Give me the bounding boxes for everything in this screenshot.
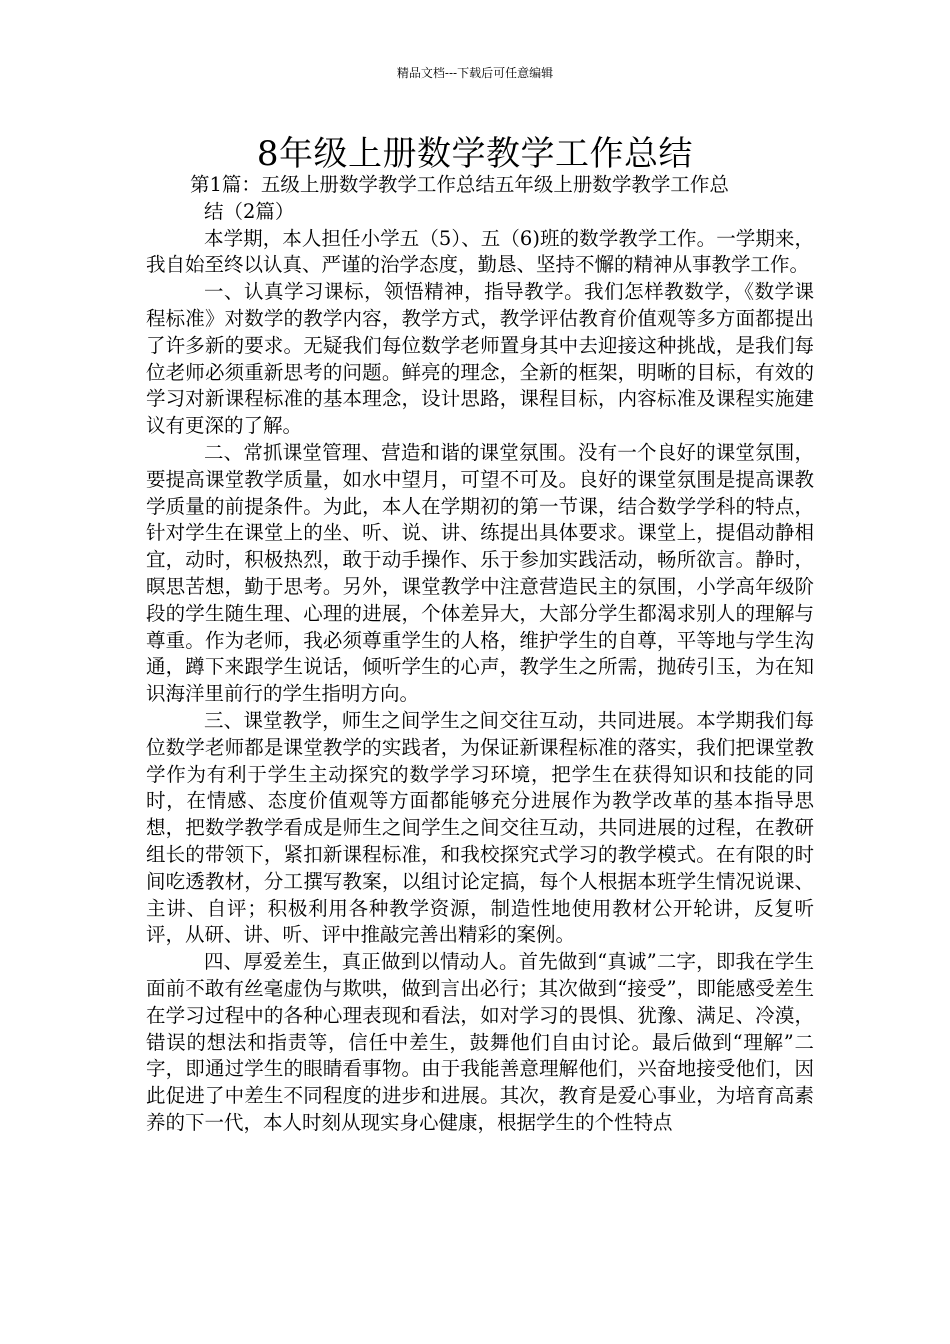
subtitle-line: 结（2篇） — [204, 199, 295, 223]
paragraph: 二、常抓课堂管理、营造和谐的课堂氛围。没有一个良好的课堂氛围，要提高课堂教学质量，如水中望月，可望不可及。良好的课堂氛围是提高课教学质量的前提条件。为此，本人在学期初的第一节课，结合数学学科的特点，针对学生在课堂上的坐、听、说、讲、练提出具体要求。课堂上，提倡动静相宜，动时，积极热烈，敢于动手操作、乐于参加实践活动，畅所欲言。静时，暝思苦想，勤于思考。另外，课堂教学中注意营造民主的氛围，小学高年级阶段的学生随生理、心理的进展，个体差异大，大部分学生都渴求别人的理解与尊重。作为老师，我必须尊重学生的人格，维护学生的自尊，平等地与学生沟通，蹲下来跟学生说话，倾听学生的心声，教学生之所需，抛砖引玉，为在知识海洋里前行的学生指明方向。 — [146, 440, 814, 706]
paragraph: 三、课堂教学，师生之间学生之间交往互动，共同进展。本学期我们每位数学老师都是课堂教学的实践者，为保证新课程标准的落实，我们把课堂教学作为有利于学生主动探究的数学学习环境，把学生在获得知识和技能的同时，在情感、态度价值观等方面都能够充分进展作为教学改革的基本指导思想，把数学教学看成是师生之间学生之间交往互动，共同进展的过程，在教研组长的带领下，紧扣新课程标准，和我校探究式学习的教学模式。在有限的时间吃透教材，分工撰写教案，以组讨论定搞，每个人根据本班学生情况说课、主讲、自评；积极利用各种教学资源，制造性地使用教材公开轮讲，反复听评，从研、讲、听、评中推敲完善出精彩的案例。 — [146, 708, 814, 947]
paragraph: 四、厚爱差生，真正做到以情动人。首先做到“真诚”二字，即我在学生面前不敢有丝毫虚伪与欺哄，做到言出必行；其次做到“接受”，即能感受差生在学习过程中的各种心理表现和看法，如对学习的畏惧、犹豫、满足、冷漠，错误的想法和指责等，信任中差生，鼓舞他们自由讨论。最后做到“理解”二字，即通过学生的眼睛看事物。由于我能善意理解他们，兴奋地接受他们，因此促进了中差生不同程度的进步和进展。其次，教育是爱心事业，为培育高素养的下一代，本人时刻从现实身心健康，根据学生的个性特点 — [146, 950, 814, 1134]
document-body — [146, 172, 814, 1137]
document-title: 8年级上册数学教学工作总结 — [256, 134, 694, 174]
page-header: 精品文档---下载后可任意编辑 — [396, 66, 554, 80]
paragraph: 一、认真学习课标，领悟精神，指导教学。我们怎样教数学，《数学课程标准》对数学的教学内容，教学方式，教学评估教育价值观等多方面都提出了许多新的要求。无疑我们每位数学老师置身其中去迎接这种挑战，是我们每位老师必须重新思考的问题。鲜亮的理念，全新的框架，明晰的目标，有效的学习对新课程标准的基本理念，设计思路，课程目标，内容标准及课程实施建议有更深的了解。 — [146, 280, 814, 438]
paragraph: 本学期，本人担任小学五（5）、五（6)班的数学教学工作。一学期来，我自始至终以认真、严谨的治学态度，勤恳、坚持不懈的精神从事教学工作。 — [146, 226, 814, 277]
subtitle-line: 第1篇：五级上册数学教学工作总结五年级上册数学教学工作总 — [190, 173, 729, 196]
